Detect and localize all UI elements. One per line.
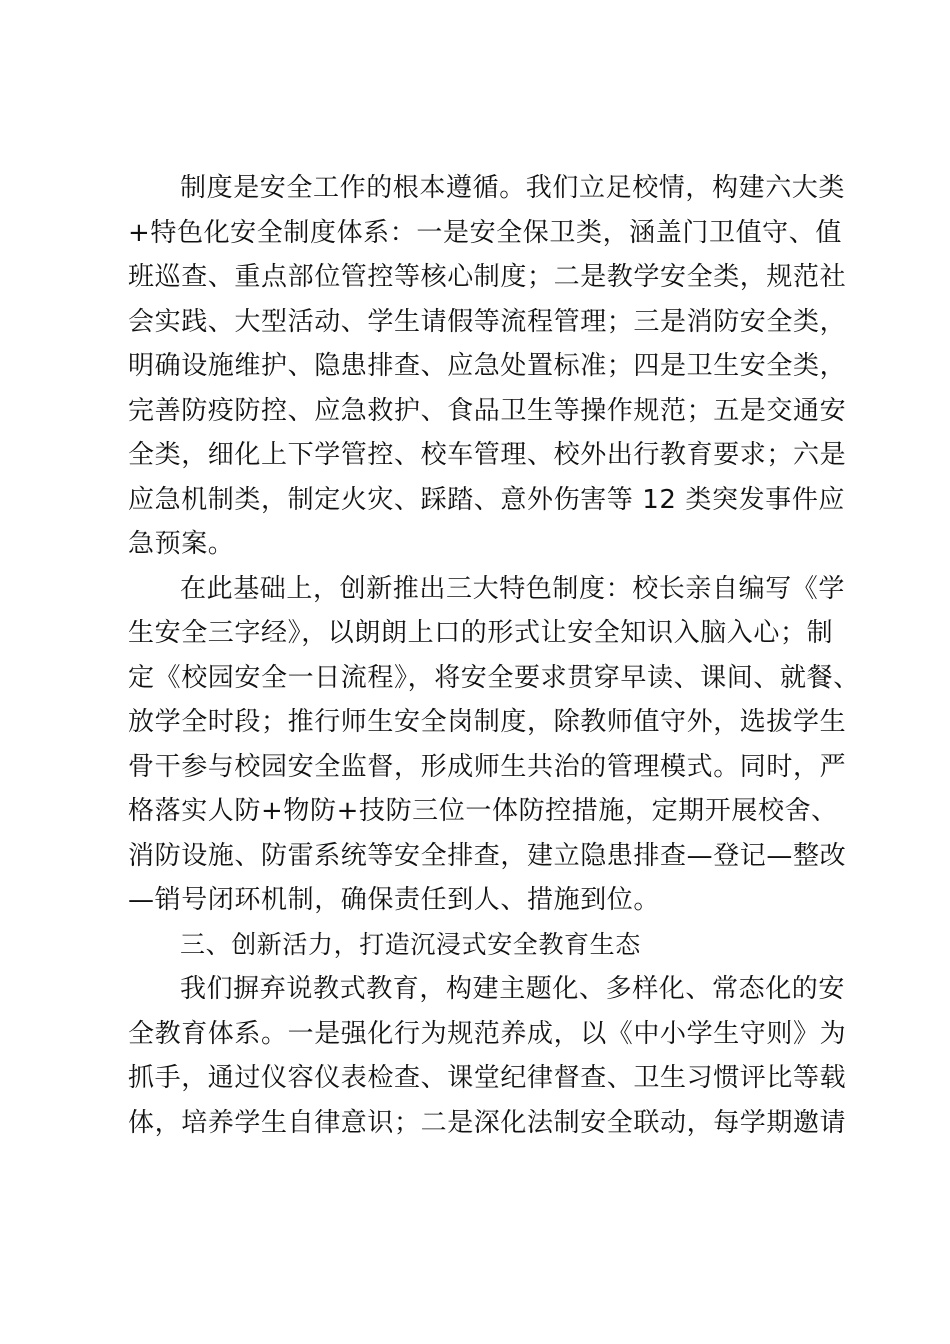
text-line: 生安全三字经》，以朗朗上口的形式让安全知识入脑入心；制	[128, 618, 834, 648]
text-line: 制度是安全工作的根本遵循。我们立足校情，构建六大类	[180, 173, 846, 203]
text-line: +特色化安全制度体系：一是安全保卫类，涵盖门卫值守、值	[128, 217, 842, 248]
text-line: —销号闭环机制，确保责任到人、措施到位。	[128, 885, 661, 915]
text-line: 明确设施维护、隐患排查、应急处置标准；四是卫生安全类，	[128, 351, 847, 381]
paragraph-education-system	[128, 967, 847, 1145]
text-line: 应急机制类，制定火灾、踩踏、意外伤害等 12 类突发事件应	[128, 484, 846, 515]
section-heading	[128, 923, 838, 968]
text-line: 全教育体系。一是强化行为规范养成，以《中小学生守则》为	[128, 1018, 847, 1049]
text-line: 我们摒弃说教式教育，构建主题化、多样化、常态化的安	[180, 974, 846, 1004]
text-line: 体，培养学生自律意识；二是深化法制安全联动，每学期邀请	[128, 1107, 847, 1138]
text-line: 班巡查、重点部位管控等核心制度；二是教学安全类，规范社	[128, 262, 847, 292]
section-heading-text: 三、创新活力，打造沉浸式安全教育生态	[180, 929, 641, 959]
text-line: 全类，细化上下学管控、校车管理、校外出行教育要求；六是	[128, 440, 847, 470]
text-line: 完善防疫防控、应急救护、食品卫生等操作规范；五是交通安	[128, 395, 847, 426]
text-line: 急预案。	[128, 529, 235, 559]
text-line: 格落实人防+物防+技防三位一体防控措施，定期开展校舍、	[128, 796, 838, 826]
paragraph-safety-system	[128, 166, 847, 567]
text-line: 消防设施、防雷系统等安全排查，建立隐患排查—登记—整改	[128, 840, 847, 871]
text-line: 在此基础上，创新推出三大特色制度：校长亲自编写《学	[180, 573, 846, 604]
text-line: 会实践、大型活动、学生请假等流程管理；三是消防安全类，	[128, 306, 847, 337]
text-line: 抓手，通过仪容仪表检查、课堂纪律督查、卫生习惯评比等载	[128, 1063, 847, 1093]
document-body	[128, 166, 860, 1145]
paragraph-special-systems	[128, 567, 860, 923]
text-line: 放学全时段；推行师生安全岗制度，除教师值守外，选拔学生	[128, 707, 847, 737]
text-line: 骨干参与校园安全监督，形成师生共治的管理模式。同时，严	[128, 751, 847, 782]
text-line: 定《校园安全一日流程》，将安全要求贯穿早读、课间、就餐、	[128, 662, 860, 693]
